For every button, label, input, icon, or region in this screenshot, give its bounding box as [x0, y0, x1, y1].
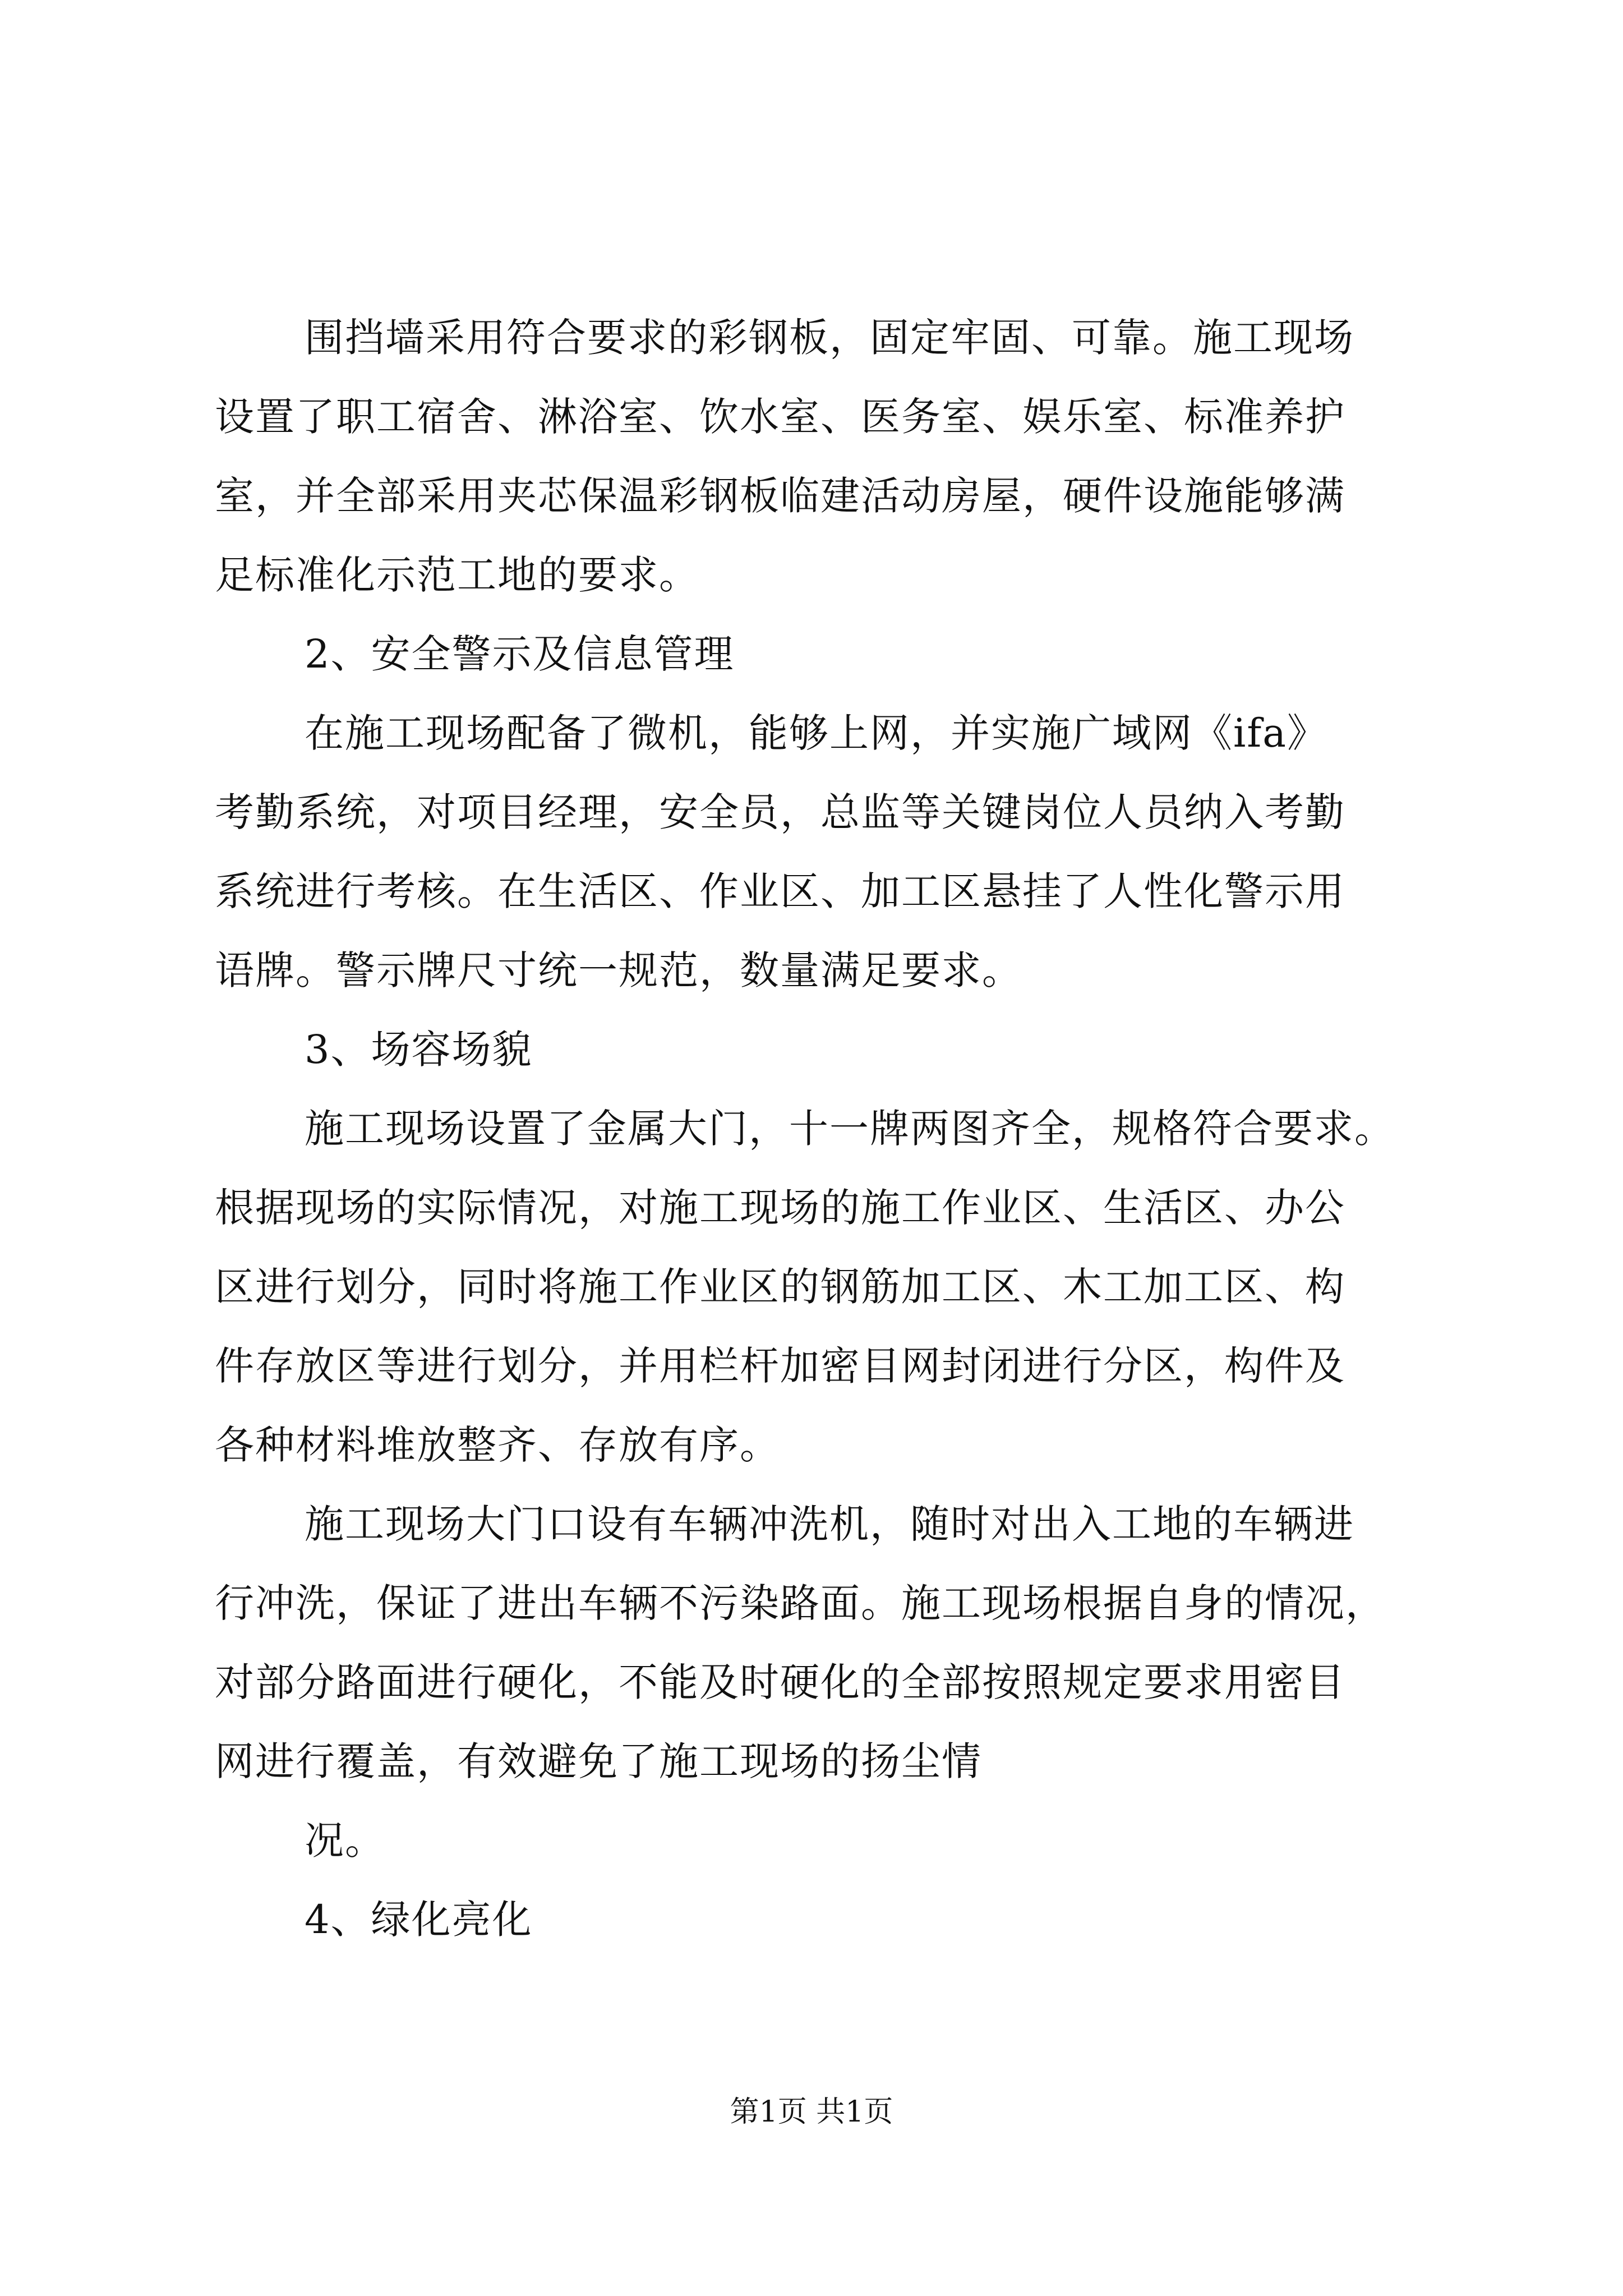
text-line: 系统进行考核。在生活区、作业区、加工区悬挂了人性化警示用 — [215, 868, 1345, 914]
text-line: 件存放区等进行划分，并用栏杆加密目网封闭进行分区，构件及 — [215, 1343, 1345, 1389]
text-line: 对部分路面进行硬化，不能及时硬化的全部按照规定要求用密目 — [215, 1659, 1345, 1705]
text-line: 区进行划分，同时将施工作业区的钢筋加工区、木工加工区、构 — [215, 1264, 1345, 1310]
section-heading: 3、场容场貌 — [305, 1027, 533, 1073]
page-number-footer: 第1页 共1页 — [730, 2095, 893, 2129]
text-line: 施工现场大门口设有车辆冲洗机，随时对出入工地的车辆进 — [305, 1501, 1354, 1547]
section-heading: 2、安全警示及信息管理 — [305, 631, 735, 677]
text-line: 室，并全部采用夹芯保温彩钢板临建活动房屋，硬件设施能够满 — [215, 473, 1345, 519]
text-line: 各种材料堆放整齐、存放有序。 — [215, 1422, 780, 1468]
text-line: 考勤系统，对项目经理，安全员，总监等关键岗位人员纳入考勤 — [215, 789, 1345, 835]
text-line: 行冲洗，保证了进出车辆不污染路面。施工现场根据自身的情况， — [215, 1580, 1386, 1626]
text-line: 足标准化示范工地的要求。 — [215, 552, 699, 598]
text-line: 网进行覆盖，有效避免了施工现场的扬尘情 — [215, 1738, 982, 1784]
text-line: 设置了职工宿舍、淋浴室、饮水室、医务室、娱乐室、标准养护 — [215, 394, 1345, 440]
text-line: 语牌。警示牌尺寸统一规范，数量满足要求。 — [215, 947, 1022, 993]
text-line: 围挡墙采用符合要求的彩钢板，固定牢固、可靠。施工现场 — [305, 315, 1354, 361]
text-line: 在施工现场配备了微机，能够上网，并实施广域网《ifa》 — [305, 710, 1328, 756]
text-line: 况。 — [305, 1818, 385, 1864]
text-line: 施工现场设置了金属大门，十一牌两图齐全，规格符合要求。 — [305, 1106, 1395, 1152]
section-heading: 4、绿化亮化 — [305, 1897, 533, 1943]
text-line: 根据现场的实际情况，对施工现场的施工作业区、生活区、办公 — [215, 1185, 1345, 1231]
